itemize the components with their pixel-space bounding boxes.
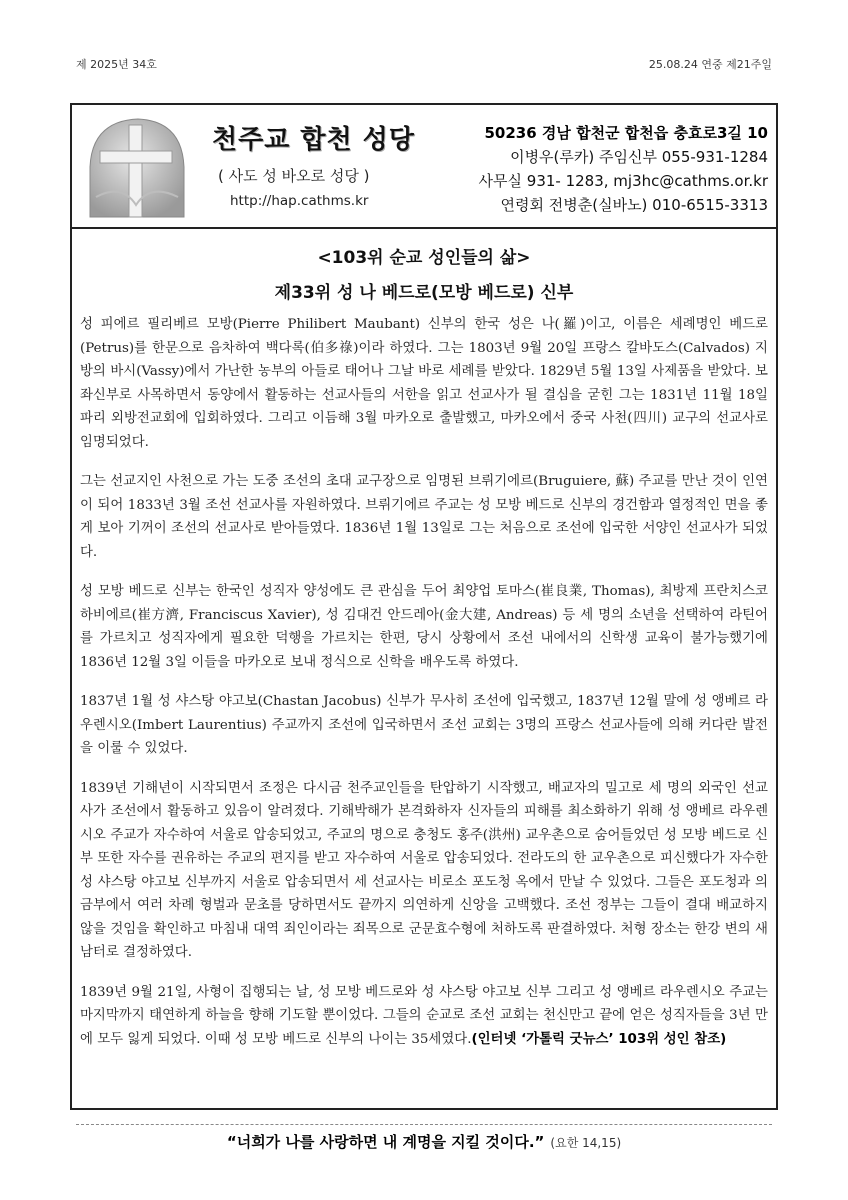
church-address: 50236 경남 합천군 합천읍 충효로3길 10	[484, 124, 768, 142]
article	[80, 233, 768, 1067]
divider	[76, 1124, 772, 1125]
council-contact: 연령회 전병춘(실바노) 010-6515-3313	[500, 196, 768, 214]
contact-block	[479, 121, 768, 217]
church-patron: ( 사도 성 바오로 성당 )	[218, 167, 370, 185]
footer-quote	[0, 1131, 848, 1152]
bulletin-date: 25.08.24 연중 제21주일	[648, 58, 772, 71]
paragraph: 성 모방 베드로 신부는 한국인 성직자 양성에도 큰 관심을 두어 최양업 토마스(崔良業, Thomas), 최방제 프란치스코 하비에르(崔方濟, Franciscus Xavier), 성 김대건 안드레아(金大建, Andreas) 등 세 명의 소년을 선택하여 라틴어를 가르치고 성직자에게 필요한 덕행을 가르치는 한편, 당시 상황에서 조선 내에서의 신학생 교육이 불가능했기에 1836년 12월 3일 이들을 마카오로 보내 정식으로 신학을 배우도록 하였다.	[80, 584, 768, 670]
bulletin-frame	[70, 103, 778, 1110]
verse-reference: (요한 14,15)	[550, 1136, 622, 1150]
pastor-contact: 이병우(루카) 주임신부 055-931-1284	[510, 148, 768, 166]
series-title: <103위 순교 성인들의 삶>	[317, 248, 531, 268]
paragraph: 1839년 기해년이 시작되면서 조정은 다시금 천주교인들을 탄압하기 시작했고, 배교자의 밀고로 세 명의 외국인 선교사가 조선에서 활동하고 있음이 알려졌다. 기해박해가 본격화하자 신자들의 피해를 최소화하기 위해 성 앵베르 라우렌시오 주교가 자수하여 서울로 압송되었고, 주교의 명으로 충청도 홍주(洪州) 교우촌으로 숨어들었던 성 모방 베드로 신부 또한 자수를 권유하는 주교의 편지를 받고 자수하여 서울로 압송되었다. 전라도의 한 교우촌으로 피신했다가 자수한 성 샤스탕 야고보 신부까지 서울로 압송되면서 세 선교사는 비로소 포도청 옥에서 만날 수 있었다. 그들은 포도청과 의금부에서 여러 차례 형벌과 문초를 당하면서도 끝까지 의연하게 신앙을 고백했다. 조선 정부는 그들이 결대 배교하지 않을 것임을 확인하고 마침내 대역 죄인이라는 죄목으로 군문효수형에 처하도록 판결하였다. 처형 장소는 한강 변의 새남터로 결정하였다.	[80, 780, 768, 960]
source-note: (인터넷 ‘가톨릭 굿뉴스’ 103위 성인 참조)	[471, 1031, 727, 1047]
article-title: 제33위 성 나 베드로(모방 베드로) 신부	[274, 283, 574, 303]
last-paragraph	[80, 981, 768, 1052]
church-logo-icon	[82, 113, 190, 221]
paragraph-text: 1839년 9월 21일, 사형이 집행되는 날, 성 모방 베드로와 성 샤스탕 야고보 신부 그리고 성 앵베르 라우렌시오 주교는 마지막까지 태연하게 하늘을 향해 기도할 뿐이었다. 그들의 순교로 조선 교회는 천신만고 끝에 얻은 성직자들을 3년 만에 모두 잃게 되었다. 이때 성 모방 베드로 신부의 나이는 35세였다.	[80, 984, 768, 1047]
church-url[interactable]: http://hap.cathms.kr	[230, 193, 369, 209]
bulletin-header	[72, 105, 776, 229]
paragraph: 1837년 1월 성 샤스탕 야고보(Chastan Jacobus) 신부가 무사히 조선에 입국했고, 1837년 12월 말에 성 앵베르 라우렌시오(Imbert Laurentius) 주교까지 조선에 입국하면서 조선 교회는 3명의 프랑스 선교사들에 의해 커다란 발전을 이룰 수 있었다.	[80, 694, 768, 756]
issue-number: 제 2025년 34호	[76, 58, 157, 71]
bible-verse: “너희가 나를 사랑하면 내 계명을 지킬 것이다.”	[226, 1133, 545, 1151]
church-name: 천주교 합천 성당	[212, 125, 415, 155]
paragraph: 성 피에르 필리베르 모방(Pierre Philibert Maubant) 신부의 한국 성은 나(羅)이고, 이름은 세례명인 베드로(Petrus)를 한문으로 음차하여 백다록(伯多祿)이라 하였다. 그는 1803년 9월 20일 프랑스 칼바도스(Calvados) 지방의 바시(Vassy)에서 가난한 농부의 아들로 태어나 그날 바로 세례를 받았다. 1829년 5월 13일 사제품을 받았다. 보좌신부로 사목하면서 동양에서 활동하는 선교사들의 서한을 읽고 선교사가 될 결심을 굳힌 그는 1831년 11월 18일 파리 외방전교회에 입회하였다. 그리고 이듬해 3월 마카오로 출발했고, 마카오에서 중국 사천(四川) 교구의 선교사로 임명되었다.	[80, 317, 768, 450]
office-contact: 사무실 931- 1283, mj3hc@cathms.or.kr	[478, 172, 768, 190]
paragraph: 그는 선교지인 사천으로 가는 도중 조선의 초대 교구장으로 임명된 브뤼기에르(Bruguiere, 蘇) 주교를 만난 것이 인연이 되어 1833년 3월 조선 선교사를 자원하였다. 브뤼기에르 주교는 성 모방 베드로 신부의 경건함과 열정적인 면을 좋게 보아 기꺼이 조선의 선교사로 받아들였다. 1836년 1월 13일로 그는 처음으로 조선에 입국한 서양인 선교사가 되었다.	[80, 474, 768, 560]
